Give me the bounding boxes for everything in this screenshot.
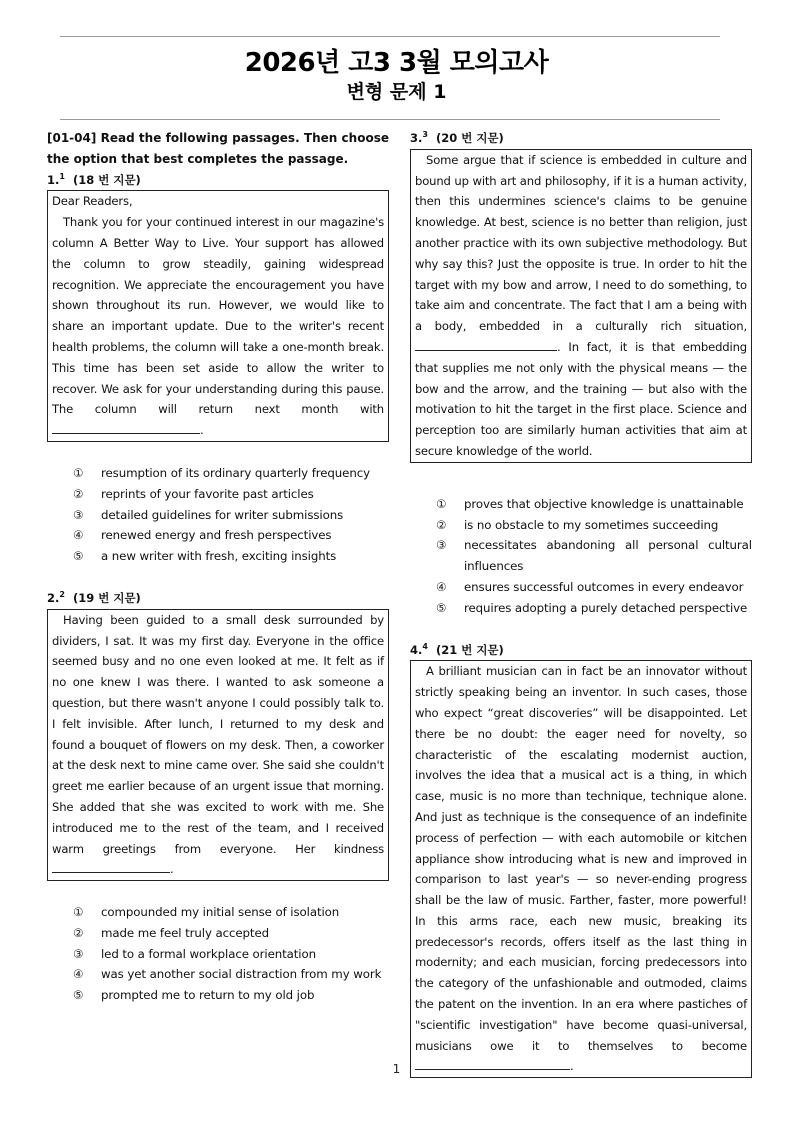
question-3-heading [410, 128, 752, 149]
question-3-passage [410, 149, 752, 463]
footnote-marker: 1 [59, 171, 65, 181]
header-bottom-rule [60, 119, 720, 120]
page-title: 2026년 고3 3월 모의고사 [244, 48, 549, 78]
passage-paragraph: Having been guided to a small desk surrounded by dividers, I sat. It was my first day. Everyone in the office seemed busy and no one even looked at me. It felt as if no one knew I was there. I wanted to ask someone a question, but there wasn't anyone I could possibly talk to. I felt invisible. After lunch, I returned to my desk and found a bouquet of flowers on my desk. Then, a coworker at the desk next to mine came over. She said she couldn't greet me earlier because of an urgent issue that morning. She added that she was excited to work with me. She introduced me to the rest of the team, and I received warm greetings from everyone. Her kindness . [52, 612, 384, 877]
top-rule [60, 36, 720, 37]
option-number: ② [73, 486, 84, 501]
question-2-passage [47, 609, 389, 881]
option-number: ③ [73, 507, 84, 522]
option-number: ① [73, 465, 84, 480]
option-number: ④ [73, 967, 84, 982]
option-item[interactable] [410, 598, 752, 619]
question-number: 4. [410, 642, 423, 657]
passage-paragraph: Some argue that if science is embedded in culture and bound up with art and philosophy, if it is a human activity, then this undermines science's claims to be genuine knowledge. At best, science is no better than religion, just another practice with its own subjective methodology. But why say this? Just the opposite is true. In order to hit the target with my bow and arrow, I need to do something, to take aim and concentrate. The fact that I am a being with a body, embedded in a culturally rich situation, . In fact, it is that embedding that supplies me not only with the physical means — the bow and the arrow, and the training — but also with the motivation to hit the target in the first place. Science and perception too are similarly human activities that aim at secure knowledge of the world. [415, 152, 747, 458]
question-number: 2. [47, 590, 60, 605]
option-text: prompted me to return to my old job [101, 988, 315, 1003]
footnote-marker: 4 [422, 641, 428, 651]
option-text: detailed guidelines for writer submissions [101, 507, 344, 522]
option-item[interactable] [47, 923, 389, 944]
option-number: ④ [436, 579, 447, 594]
option-text: necessitates abandoning all personal cultural influences [464, 538, 752, 574]
answer-blank [415, 339, 557, 351]
option-text: renewed energy and fresh perspectives [101, 528, 332, 543]
question-1-passage [47, 190, 389, 442]
question-3-options [410, 494, 752, 619]
option-text: made me feel truly accepted [101, 925, 269, 940]
option-item[interactable] [47, 463, 389, 484]
option-item[interactable] [47, 484, 389, 505]
option-text: led to a formal workplace orientation [101, 946, 316, 961]
option-text: ensures successful outcomes in every endeavor [464, 579, 744, 594]
option-text: resumption of its ordinary quarterly frequency [101, 465, 370, 480]
option-text: reprints of your favorite past articles [101, 486, 314, 501]
source-label: (20 번 지문) [435, 131, 504, 145]
right-column [410, 128, 752, 1078]
option-number: ② [436, 517, 447, 532]
option-text: was yet another social distraction from my work [101, 967, 382, 982]
question-1-heading [47, 170, 389, 191]
option-item[interactable] [410, 494, 752, 515]
question-4-passage [410, 660, 752, 1078]
source-label: (18 번 지문) [72, 172, 141, 187]
option-text: is no obstacle to my sometimes succeeding [464, 517, 719, 532]
page-number: 1 [392, 1062, 401, 1076]
option-item[interactable] [47, 902, 389, 923]
option-item[interactable] [410, 535, 752, 577]
passage-paragraph: Thank you for your continued interest in our magazine's column A Better Way to Live. Your support has allowed the column to grow steadily, gaining widespread recognition. We appreciate the encouragement you have shown throughout its run. However, we would like to share an important update. Due to the writer's recent health problems, the column will take a one-month break. This time has been set aside to allow the writer to recover. We ask for your understanding during this pause. The column will return next month with . [52, 215, 384, 438]
option-text: a new writer with fresh, exciting insights [101, 549, 337, 564]
option-item[interactable] [47, 944, 389, 965]
answer-blank [52, 422, 200, 434]
question-4-heading [410, 640, 752, 661]
option-number: ③ [436, 538, 447, 553]
left-column [47, 128, 389, 1006]
option-item[interactable] [410, 515, 752, 536]
question-number: 1. [47, 172, 60, 187]
option-item[interactable] [410, 577, 752, 598]
option-text: requires adopting a purely detached perspective [464, 600, 748, 615]
option-number: ⑤ [436, 600, 447, 615]
option-item[interactable] [47, 985, 389, 1006]
footnote-marker: 3 [422, 130, 428, 140]
footnote-marker: 2 [59, 590, 65, 600]
option-number: ② [73, 925, 84, 940]
passage-line: Dear Readers, [52, 194, 133, 209]
source-label: (21 번 지문) [435, 642, 504, 657]
option-number: ④ [73, 528, 84, 543]
option-number: ⑤ [73, 549, 84, 564]
option-number: ③ [73, 946, 84, 961]
option-text: compounded my initial sense of isolation [101, 905, 340, 920]
option-item[interactable] [47, 964, 389, 985]
option-item[interactable] [47, 546, 389, 567]
option-item[interactable] [47, 525, 389, 546]
question-2-heading [47, 588, 389, 609]
question-1-options [47, 463, 389, 567]
option-number: ① [436, 496, 447, 511]
option-text: proves that objective knowledge is unattainable [464, 496, 744, 511]
question-2-options [47, 902, 389, 1006]
instructions: [01-04] Read the following passages. Then choose the option that best completes the passage. [47, 131, 389, 166]
answer-blank [52, 861, 170, 873]
option-item[interactable] [47, 505, 389, 526]
passage-paragraph: A brilliant musician can in fact be an innovator without strictly speaking being an inventor. In such cases, those who expect “great discoveries” will be disappointed. Let there be no doubt: the eager need for novelty, so characteristic of the escalating modernist auction, involves the idea that a musical act is a thing, in which case, music is no more than technique, technique alone. And just as technique is the consequence of an indefinite process of perfection — with each automobile or kitchen appliance show introducing what is new and improved in comparison to last year's — so never-ending progress shall be the law of music. Farther, faster, more powerful! In this arms race, each new music, breaking its predecessor's records, offers itself as the last thing in modernity; and each musician, forcing predecessors into the category of the unfashionable and outmoded, claims the patent on the invention. In an era where pastiches of "scientific investigation" have become quasi-universal, musicians owe it to themselves to become . [415, 664, 747, 1074]
question-number: 3. [410, 131, 423, 145]
option-number: ① [73, 905, 84, 920]
source-label: (19 번 지문) [72, 590, 141, 605]
page-subtitle: 변형 문제 1 [346, 81, 447, 103]
option-number: ⑤ [73, 988, 84, 1003]
